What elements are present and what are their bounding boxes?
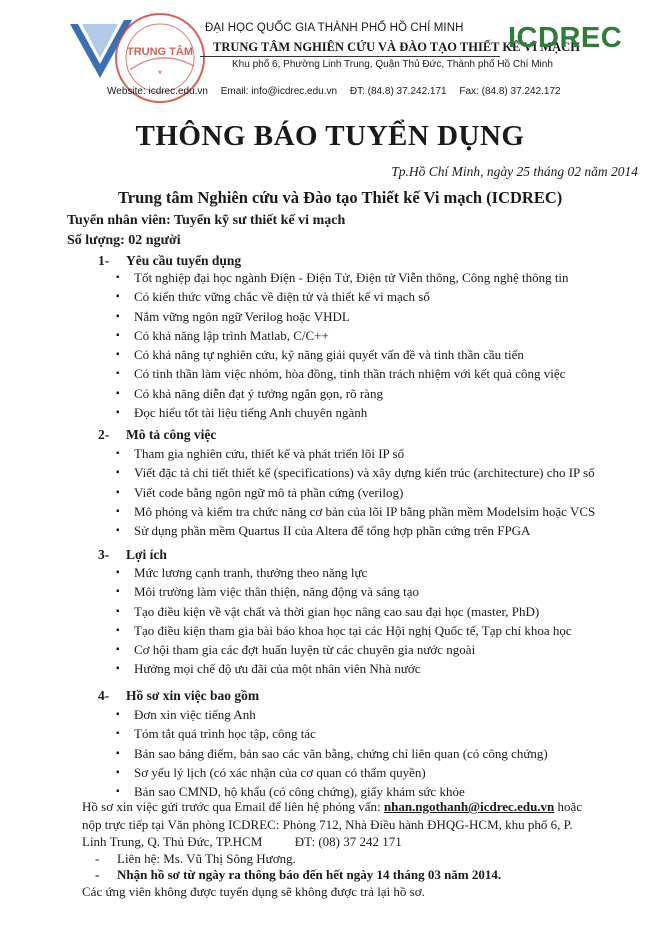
fax-text: Fax: (84.8) 37.242.172 xyxy=(459,86,561,97)
deadline-line: - Nhận hồ sơ từ ngày ra thông báo đến hết ngày 14 tháng 03 năm 2014. xyxy=(95,867,502,882)
list-item: ▪ Sơ yếu lý lịch (có xác nhận của cơ quan có thẩm quyền) xyxy=(116,763,548,782)
list-item: ▪ Nắm vững ngôn ngữ Verilog hoặc VHDL xyxy=(116,307,569,326)
list-item: ▪ Hưởng mọi chế độ ưu đãi của một nhân viên Nhà nước xyxy=(116,659,572,678)
phone-text: ĐT: (84.8) 37.242.171 xyxy=(349,86,447,97)
section-requirements-heading: 1- Yêu cầu tuyển dụng xyxy=(98,253,242,268)
requirements-list xyxy=(116,268,569,422)
application-docs-list xyxy=(116,705,548,801)
list-item: ▪ Sử dụng phần mềm Quartus II của Altera để tổng hợp phần cứng trên FPGA xyxy=(116,521,595,540)
list-item: ▪ Tạo điều kiện tham gia bài báo khoa học tại các Hội nghị Quốc tế, Tạp chí khoa học xyxy=(116,621,572,640)
list-item: ▪ Bản sao bảng điểm, bản sao các văn bằng, chứng chỉ liên quan (có công chứng) xyxy=(116,744,548,763)
list-item: ▪ Cơ hội tham gia các đợt huấn luyện từ các chuyên gia nước ngoài xyxy=(116,640,572,659)
header-divider xyxy=(200,56,500,57)
center-name: TRUNG TÂM NGHIÊN CỨU VÀ ĐÀO TẠO THIẾT KẾ VI MẠCH xyxy=(213,40,580,54)
svg-text:TRUNG TÂM: TRUNG TÂM xyxy=(127,46,193,58)
list-item: ▪ Tham gia nghiên cứu, thiết kế và phát triển lõi IP số xyxy=(116,444,595,463)
list-item: ▪ Bản sao CMND, hộ khẩu (có công chứng), giấy khám sức khỏe xyxy=(116,782,548,801)
center-address: Khu phố 6, Phường Linh Trung, Quận Thủ Đức, Thành phố Hồ Chí Minh xyxy=(232,59,553,70)
list-item: ▪ Môi trường làm việc thân thiện, năng động và sáng tạo xyxy=(116,582,572,601)
section-application-heading: 4- Hồ sơ xin việc bao gồm xyxy=(98,688,260,703)
apply-paragraph: Hồ sơ xin việc gửi trước qua Email để liên hệ phỏng vấn: nhan.ngothanh@icdrec.edu.vn hoặc nộp trực tiếp tại Văn phòng ICDREC: Phòng 712, Nhà Điều hành ĐHQG-HCM, khu phố 6, P. Linh Trung, Q. Thủ Đức, TP.HCM ĐT: (08) 37 242 171 xyxy=(82,799,583,850)
job-description-list xyxy=(116,444,595,540)
list-item: ▪ Viết đặc tả chi tiết thiết kế (specifications) và xây dựng kiến trúc (architecture) cho IP số xyxy=(116,463,595,482)
list-item: ▪ Tốt nghiệp đại học ngành Điện - Điện Tử, Điện tử Viễn thông, Công nghệ thông tin xyxy=(116,268,569,287)
list-item: ▪ Có kiến thức vững chắc về điện tử và thiết kế vi mạch số xyxy=(116,287,569,306)
footer-note: Các ứng viên không được tuyển dụng sẽ không được trả lại hồ sơ. xyxy=(82,884,425,899)
list-item: ▪ Có khả năng lập trình Matlab, C/C++ xyxy=(116,326,569,345)
university-name: ĐẠI HỌC QUỐC GIA THÀNH PHỐ HỒ CHÍ MINH xyxy=(205,22,464,34)
list-item: ▪ Tạo điều kiện về vật chất và thời gian học nâng cao sau đại học (master, PhD) xyxy=(116,602,572,621)
section-benefits-heading: 3- Lợi ích xyxy=(98,547,167,562)
document-title: THÔNG BÁO TUYỂN DỤNG xyxy=(135,120,525,152)
list-item: ▪ Mô phỏng và kiểm tra chức năng cơ bản của lõi IP bằng phần mềm Modelsim hoặc VCS xyxy=(116,502,595,521)
icdrec-logo: ICDREC xyxy=(508,22,623,54)
website-text[interactable]: Website: icdrec.edu.vn xyxy=(107,86,208,97)
list-item: ▪ Đọc hiểu tốt tài liệu tiếng Anh chuyên ngành xyxy=(116,403,569,422)
position-title: Tuyển nhân viên: Tuyển kỹ sư thiết kế vi mạch xyxy=(67,213,346,228)
svg-text:★: ★ xyxy=(157,70,163,76)
organization-name: Trung tâm Nghiên cứu và Đào tạo Thiết kế Vi mạch (ICDREC) xyxy=(118,188,563,207)
list-item: ▪ Đơn xin việc tiếng Anh xyxy=(116,705,548,724)
email-text[interactable]: Email: info@icdrec.edu.vn xyxy=(220,86,338,97)
list-item: ▪ Mức lương cạnh tranh, thưởng theo năng lực xyxy=(116,563,572,582)
list-item: ▪ Có tinh thần làm việc nhóm, hòa đồng, tinh thần trách nhiệm với kết quả công việc xyxy=(116,364,569,383)
list-item: ▪ Có khả năng tự nghiên cứu, kỹ năng giải quyết vấn đề và tinh thần cầu tiến xyxy=(116,345,569,364)
recruit-email-link[interactable]: nhan.ngothanh@icdrec.edu.vn xyxy=(383,799,555,814)
list-item: ▪ Tóm tắt quá trình học tập, công tác xyxy=(116,724,548,743)
section-job-description-heading: 2- Mô tả công việc xyxy=(98,427,217,442)
benefits-list xyxy=(116,563,572,679)
contact-info xyxy=(107,86,571,97)
contact-line: - Liên hệ: Ms. Vũ Thị Sông Hương. xyxy=(95,851,296,866)
list-item: ▪ Có khả năng diễn đạt ý tưởng ngắn gọn, rõ ràng xyxy=(116,384,569,403)
document-date: Tp.Hồ Chí Minh, ngày 25 tháng 02 năm 2014 xyxy=(391,164,638,179)
quantity-text: Số lượng: 02 người xyxy=(67,233,181,248)
list-item: ▪ Viết code bằng ngôn ngữ mô tả phần cứng (verilog) xyxy=(116,483,595,502)
